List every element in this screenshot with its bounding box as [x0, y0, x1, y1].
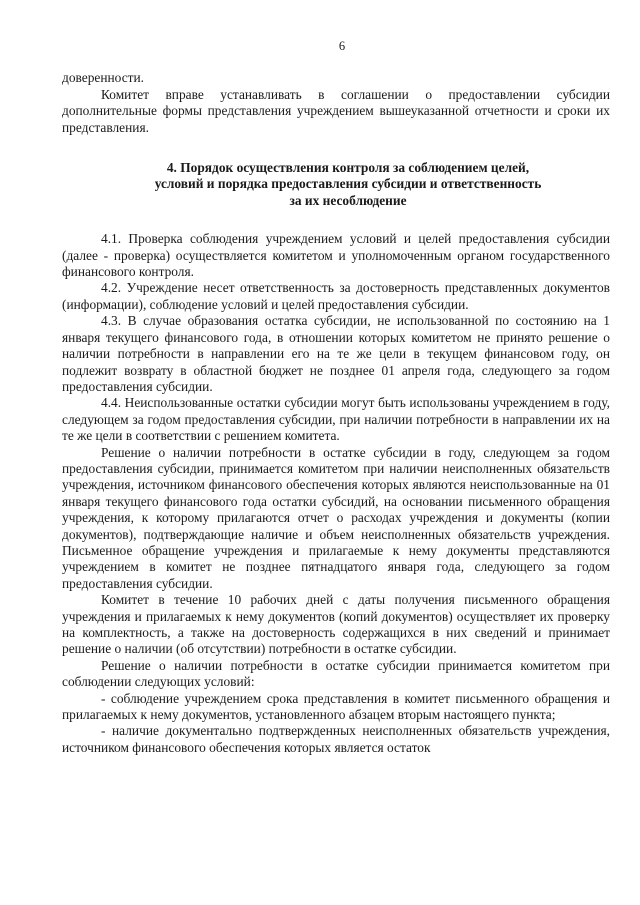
page-number: 6	[338, 39, 346, 53]
section-heading-line-2: условий и порядка предоставления субсидии и ответственность	[154, 176, 542, 192]
paragraph-4-4: 4.4. Неиспользованные остатки субсидии могут быть использованы учреждением в году, следующем за годом предоставления субсидии, при наличии потребности в направлении их на те же цели в соответствии с решением комитета.	[62, 395, 610, 444]
section-heading-line-3: за их несоблюдение	[289, 192, 407, 208]
document-page	[62, 38, 610, 756]
paragraph-continuation: доверенности.	[62, 70, 145, 86]
paragraph-decision-basis: Решение о наличии потребности в остатке субсидии в году, следующем за годом предоставления субсидии, принимается комитетом при наличии неисполненных обязательств учреждения, источником финансового обеспечения которых являются неиспользованные на 01 января текущего финансового года остатки субсидий, на основании письменного обращения учреждения, к которому прилагаются отчет о расходах учреждения и документы (копии документов), подтверждающие наличие и объем неисполненных обязательств учреждения. Письменное обращение учреждения и прилагаемые к нему документы представляются учреждением в комитет не позднее пятнадцатого января года, следующего за годом предоставления субсидии.	[62, 444, 610, 591]
section-heading-line-1: 4. Порядок осуществления контроля за соблюдением целей,	[166, 160, 530, 176]
paragraph-reporting-forms: Комитет вправе устанавливать в соглашении о предоставлении субсидии дополнительные формы представления учреждением вышеуказанной отчетности и сроки их представления.	[62, 86, 610, 135]
paragraph-conditions-intro: Решение о наличии потребности в остатке субсидии принимается комитетом при соблюдении следующих условий:	[62, 657, 610, 690]
list-item-condition-2: - наличие документально подтвержденных неисполненных обязательств учреждения, источником финансового обеспечения которых является остаток	[62, 723, 610, 755]
list-item-condition-1: - соблюдение учреждением срока представления в комитет письменного обращения и прилагаемых к нему документов, установленного абзацем вторым настоящего пункта;	[62, 690, 610, 723]
paragraph-4-2: 4.2. Учреждение несет ответственность за достоверность представленных документов (информации), соблюдение условий и целей предоставления субсидии.	[62, 280, 610, 312]
section-heading	[62, 160, 610, 209]
paragraph-4-1: 4.1. Проверка соблюдения учреждением условий и целей предоставления субсидии (далее - проверка) осуществляется комитетом и уполномоченным органом государственного финансового контроля.	[62, 231, 610, 280]
paragraph-committee-review: Комитет в течение 10 рабочих дней с даты получения письменного обращения учреждения и прилагаемых к нему документов (копий документов) осуществляет их проверку на комплектность, а также на достоверность содержащихся в них сведений и принимает решение о наличии (об отсутствии) потребности в остатке субсидии.	[62, 592, 610, 657]
paragraph-4-3: 4.3. В случае образования остатка субсидии, не использованной по состоянию на 1 января текущего финансового года, в отношении которых комитетом не принято решение о наличии потребности в направлении его на те же цели в текущем финансовом году, он подлежит возврату в областной бюджет не позднее 01 апреля года, следующего за годом предоставления субсидии.	[62, 313, 610, 394]
